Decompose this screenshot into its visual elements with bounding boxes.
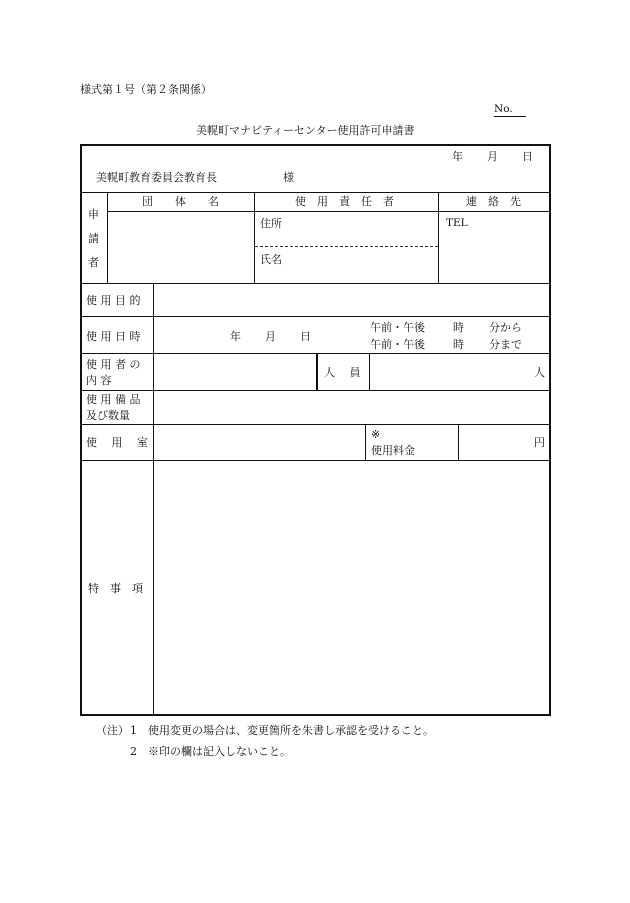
fee-label: 使用料金	[371, 444, 415, 457]
number-label: No.	[494, 103, 513, 115]
row-divider-applicant	[81, 283, 550, 284]
applicant-char-2: 請	[88, 232, 99, 245]
address-name-divider	[255, 246, 438, 247]
room-label: 使 用 室	[86, 436, 148, 449]
people-unit: 人	[534, 366, 545, 379]
address-label: 住所	[260, 217, 282, 230]
until-label: 分まで	[489, 338, 522, 351]
col-divider-applicant	[107, 193, 108, 283]
hour-start: 時	[453, 321, 464, 334]
row-divider-columns	[108, 211, 550, 212]
notes-label: 特 事 項	[88, 582, 143, 595]
fee-mark: ※	[371, 428, 381, 441]
note-text-1: 使用変更の場合は、変更箇所を朱書し承認を受けること。	[148, 724, 434, 737]
notes-prefix: （注）	[96, 724, 129, 737]
equipment-label-line1: 使 用 備 品	[86, 393, 141, 406]
purpose-label: 使 用 目 的	[86, 294, 141, 307]
row-divider-equipment	[81, 424, 550, 425]
users-label-line1: 使 用 者 の	[86, 358, 141, 371]
row-divider-purpose	[81, 316, 550, 317]
col-divider-responsible	[438, 193, 439, 283]
row-divider-room	[81, 460, 550, 461]
date-year: 年	[452, 150, 463, 163]
group-name-header: 団 体 名	[142, 195, 219, 208]
date-month: 月	[487, 150, 498, 163]
tel-label: TEL	[446, 217, 468, 229]
datetime-label: 使 用 日 時	[86, 330, 141, 343]
note-number-1: 1	[130, 724, 137, 737]
name-label: 氏名	[260, 253, 282, 266]
number-line	[494, 116, 526, 117]
note-number-2: 2	[130, 745, 137, 758]
applicant-char-3: 者	[88, 256, 99, 269]
form-number: 様式第１号（第２条関係）	[80, 83, 212, 96]
users-label-line2: 内 容	[86, 374, 112, 387]
datetime-month: 月	[265, 330, 276, 343]
datetime-day: 日	[300, 330, 311, 343]
col-divider-group	[254, 193, 255, 283]
equipment-label-line2: 及び数量	[86, 409, 130, 422]
col-divider-labels	[153, 284, 154, 714]
fee-unit: 円	[534, 436, 545, 449]
row-divider-header	[81, 192, 550, 193]
addressee: 美幌町教育委員会教育長	[96, 171, 217, 184]
hour-end: 時	[453, 338, 464, 351]
note-text-2: ※印の欄は記入しないこと。	[148, 745, 291, 758]
application-form-table	[80, 144, 551, 716]
from-label: 分から	[489, 321, 522, 334]
col-divider-users-people	[316, 354, 318, 390]
col-divider-fee-value	[458, 425, 459, 460]
ampm-end: 午前・午後	[370, 338, 425, 351]
honorific: 様	[283, 171, 294, 184]
row-divider-users	[81, 390, 550, 391]
page-title: 美幌町マナビティーセンター使用許可申請書	[196, 124, 415, 137]
applicant-char-1: 申	[88, 208, 99, 221]
contact-header: 連 絡 先	[466, 195, 521, 208]
col-divider-people-value	[369, 354, 370, 390]
ampm-start: 午前・午後	[370, 321, 425, 334]
col-divider-room-fee	[365, 425, 366, 460]
datetime-year: 年	[230, 330, 241, 343]
date-day: 日	[522, 150, 533, 163]
people-label: 人 員	[324, 366, 361, 379]
responsible-header: 使 用 責 任 者	[295, 195, 394, 208]
